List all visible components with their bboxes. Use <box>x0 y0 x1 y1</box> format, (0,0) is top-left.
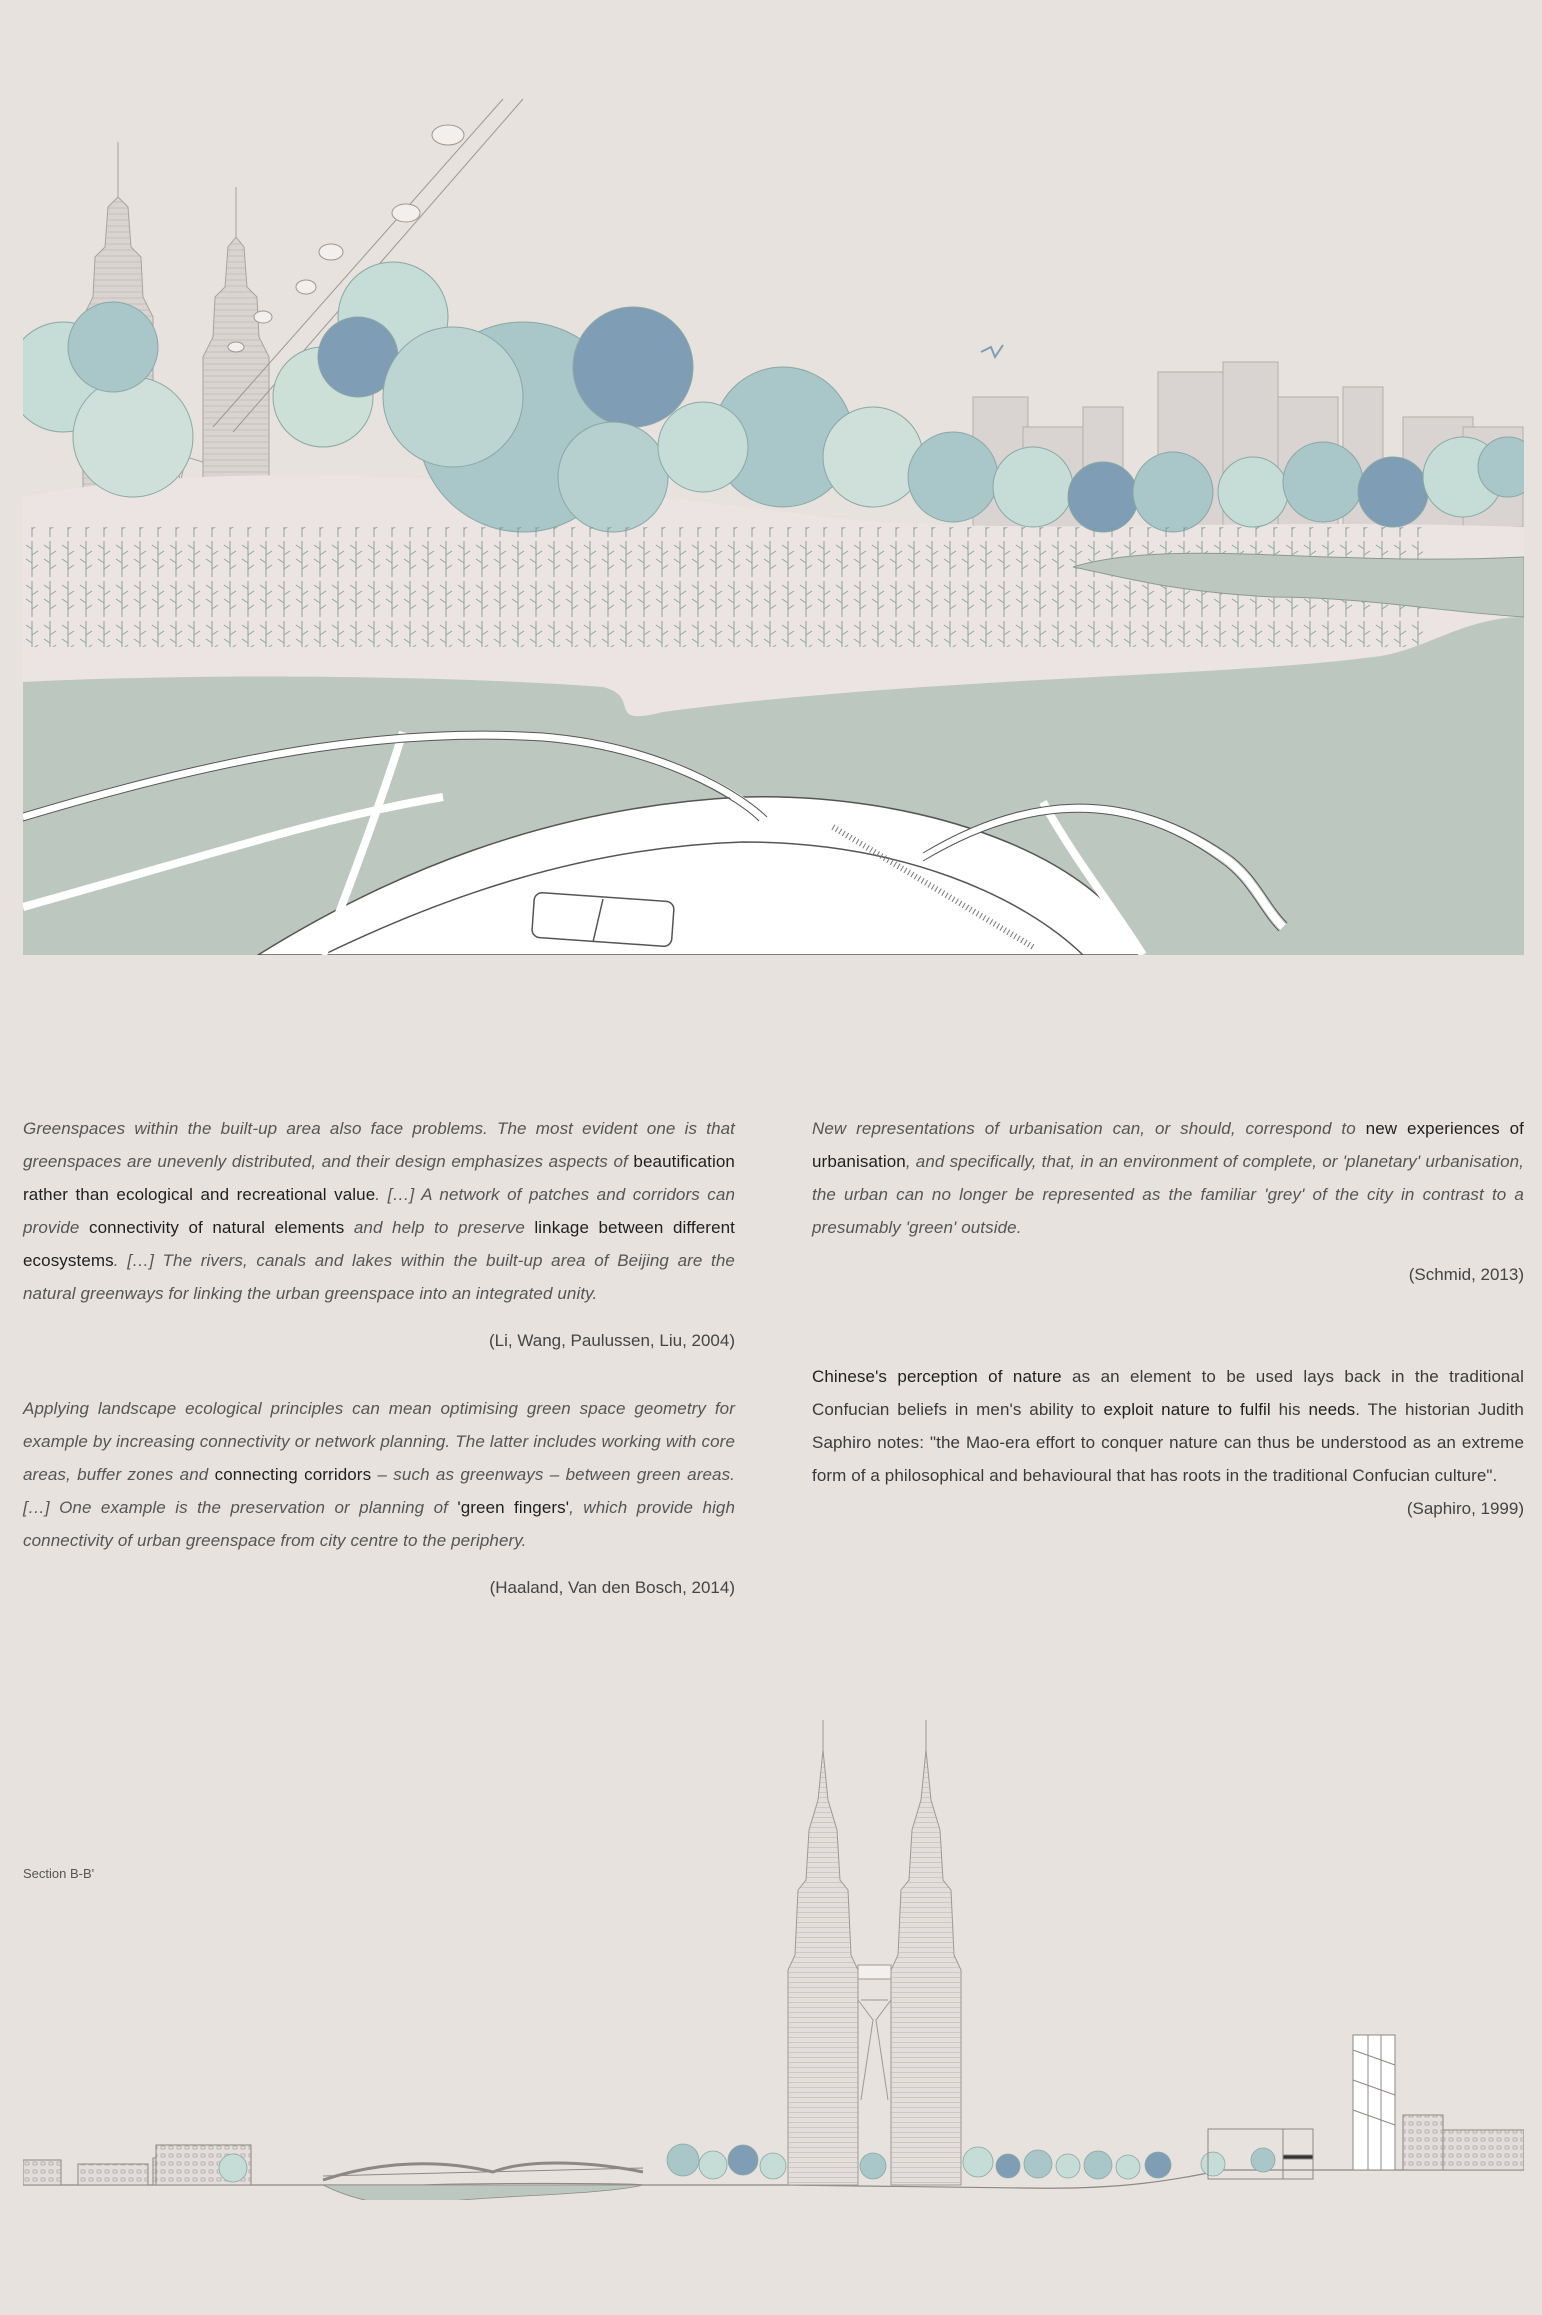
quote-part: New representations of urbanisation can, or should, correspond to <box>812 1119 1366 1138</box>
quote-highlight: Chinese's <box>812 1367 898 1386</box>
citation: (Haaland, Van den Bosch, 2014) <box>489 1578 735 1597</box>
quote-part: . […] A network of patches and corridors can provide <box>23 1185 736 1237</box>
quote-highlight: connectivity of natural elements <box>88 1218 345 1237</box>
quote-part: – such as greenways – between green areas. […] One example is the preservation or planning of <box>23 1465 735 1517</box>
perspective-illustration <box>23 97 1524 955</box>
section-b-b-drawing <box>23 1720 1524 2200</box>
section-trees <box>219 2144 1275 2182</box>
section-water <box>323 2185 643 2200</box>
quote-highlight: exploit nature to fulfil <box>1103 1400 1271 1419</box>
quote-part: Greenspaces within the built-up area also face problems. The most evident one is that greenspaces are unevenly distributed, and their design emphasizes aspects of <box>23 1119 735 1171</box>
section-drawing <box>23 1720 1524 2200</box>
quote-part: . The historian Judith Saphiro notes: "the Mao-era effort to conquer nature can thus be understood as an extreme form of a philosophical and behavioural that has roots in the traditional Confucian culture". <box>812 1400 1524 1485</box>
quote-part: , and specifically, that, in an environment of complete, or 'planetary' urbanisation, the urban can no longer be represented as the familiar 'grey' of the city in contrast to a presumably 'green' outside. <box>812 1152 1524 1237</box>
citation: (Li, Wang, Paulussen, Liu, 2004) <box>488 1331 735 1350</box>
boat-view-landscape-drawing <box>23 97 1524 955</box>
quote-li-wang <box>23 1112 735 1357</box>
quote-text <box>23 1392 735 1557</box>
quote-highlight: connecting corridors <box>214 1465 372 1484</box>
quote-highlight: perception of nature <box>897 1367 1062 1386</box>
quote-part: as an element to be used lays back in the traditional Confucian beliefs in men's ability to <box>812 1367 1524 1419</box>
left-buildings <box>23 2145 251 2185</box>
citation: (Schmid, 2013) <box>1408 1265 1524 1284</box>
quote-text <box>812 1112 1524 1244</box>
quote-highlight: linkage between different ecosystems <box>23 1218 736 1270</box>
quote-text <box>812 1360 1524 1492</box>
quote-haaland <box>23 1392 735 1604</box>
section-twin-towers <box>788 1720 961 2185</box>
quote-schmid <box>812 1112 1524 1291</box>
quote-part: Applying landscape ecological principles can mean optimising green space geometry for example by increasing connectivity or network planning. The latter includes working with core areas, buffer zones and <box>23 1399 735 1484</box>
quote-part: , which provide high connectivity of urban greenspace from city centre to the periphery. <box>23 1498 735 1550</box>
quote-part: . […] The rivers, canals and lakes within the built-up area of Beijing are the natural greenways for linking the urban greenspace into an integrated unity. <box>23 1251 735 1303</box>
quote-part: his <box>1270 1400 1309 1419</box>
quote-highlight: beautification rather than ecological and recreational value <box>23 1152 735 1204</box>
quote-text <box>23 1112 735 1310</box>
quote-part: and help to preserve <box>344 1218 535 1237</box>
quote-highlight: 'green fingers' <box>457 1498 570 1517</box>
citation: (Saphiro, 1999) <box>1406 1499 1524 1518</box>
section-label: Section B-B' <box>23 1866 95 1881</box>
quote-highlight: new experiences of urbanisation <box>812 1119 1525 1171</box>
quote-highlight: needs <box>1308 1400 1356 1419</box>
quote-saphiro <box>812 1360 1524 1525</box>
